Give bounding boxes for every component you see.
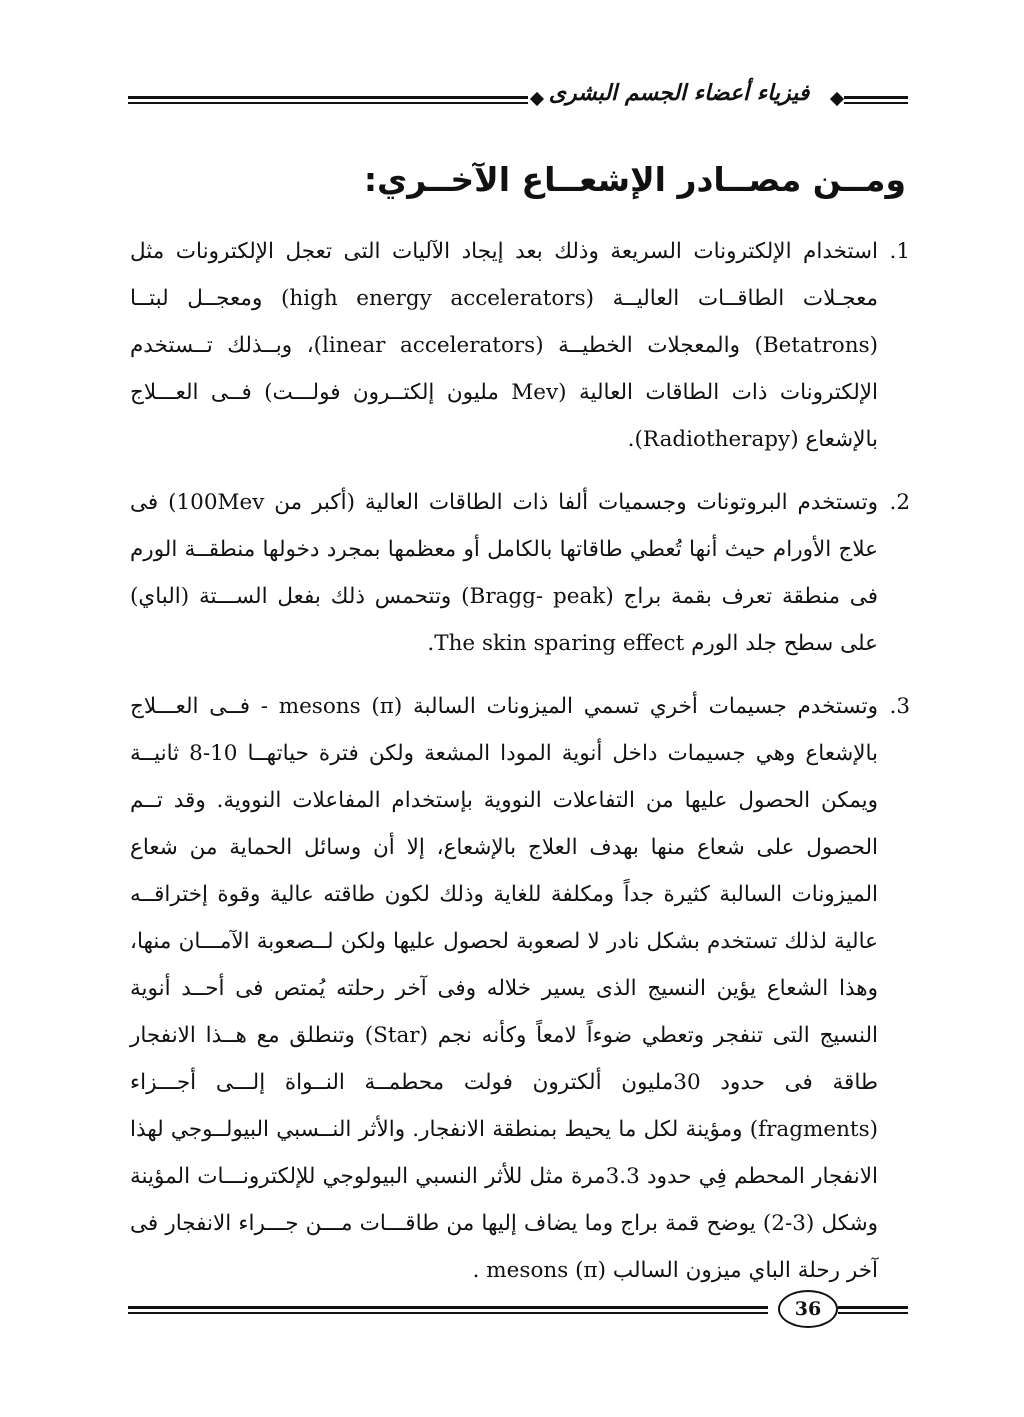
footer-rule-left xyxy=(128,1306,768,1314)
section-title: ومــن مصــادر الإشعــاع الآخــري: xyxy=(363,160,906,199)
list-item xyxy=(130,479,910,667)
item-number: 2. xyxy=(889,490,910,515)
footer-rule-right xyxy=(838,1306,908,1314)
item-text: وتستخدم البروتونات وجسميات ألفا ذات الطاقات العالية (أكبر من 100Mev) فى علاج الأورام حيث أنها تُعطي طاقاتها بالكامل أو معظمها بمجرد دخولها منطقــة الورم فى منطقة تعرف بقمة براج (Bragg- peak) وتتحمس ذلك بفعل الســـتة (الباي) على سطح جلد الورم The skin sparing effect. xyxy=(130,490,878,656)
running-header-title: فيزياء أعضاء الجسم البشرى xyxy=(548,80,810,106)
item-text: استخدام الإلكترونات السريعة وذلك بعد إيجاد الآليات التى تعجل الإلكترونات مثل معجـلات الطاقــات العاليــة (high energy accelerators) ومعجــل لبتــا (Betatrons) والمعجلات الخطيــة (linear accelerators)، وبــذلك تــستخدم الإلكترونات ذات الطاقات العالية (Mev مليون إلكتــرون فولـــت) فــى العـــلاج بالإشعاع (Radiotherapy). xyxy=(130,239,879,452)
diamond-ornament-icon xyxy=(830,92,844,106)
header-rule-right xyxy=(844,96,908,104)
body-text xyxy=(130,228,910,1310)
header-rule-left xyxy=(128,96,528,104)
item-number: 1. xyxy=(889,239,910,264)
item-number: 3. xyxy=(889,694,910,719)
page-footer xyxy=(128,1290,908,1330)
list-item xyxy=(130,228,910,463)
page-header xyxy=(128,78,908,118)
list-item xyxy=(130,683,910,1294)
page-number: 36 xyxy=(778,1290,838,1328)
item-text: وتستخدم جسيمات أخري تسمي الميزونات السالبة (π) mesons - فــى العـــلاج بالإشعاع وهي جسيمات داخل أنوية المودا المشعة ولكن فترة حياتهــا 10-8 ثانيــة ويمكن الحصول عليها من التفاعلات النووية بإستخدام المفاعلات النووية. وقد تــم الحصول على شعاع منها بهدف العلاج بالإشعاع، إلا أن وسائل الحماية من شعاع الميزونات السالبة كثيرة جداً ومكلفة للغاية وذلك لكون طاقته عالية وقوة إختراقــه عالية لذلك تستخدم بشكل نادر لا لصعوبة لحصول عليها ولكن لــصعوبة الآمـــان منها، وهذا الشعاع يؤين النسيج الذى يسير خلاله وفى آخر رحلته يُمتص فى أحــد أنوية النسيج التى تنفجر وتعطي ضوءاً لامعاً وكأنه نجم (Star) وتنطلق مع هــذا الانفجار طاقة فى حدود 30مليون ألكترون فولت محطمــة النــواة إلـــى أجـــزاء (fragments) ومؤينة لكل ما يحيط بمنطقة الانفجار. والأثر النــسبي البيولــوجي لهذا الانفجار المحطم فِي حدود 3.3مرة مثل للأثر النسبي البيولوجي للإلكترونـــات المؤينة وشكل (3-2) يوضح قمة براج وما يضاف إليها من طاقـــات مـــن جـــراء الانفجار فى آخر رحلة الباي ميزون السالب (π) mesons . xyxy=(130,694,879,1283)
